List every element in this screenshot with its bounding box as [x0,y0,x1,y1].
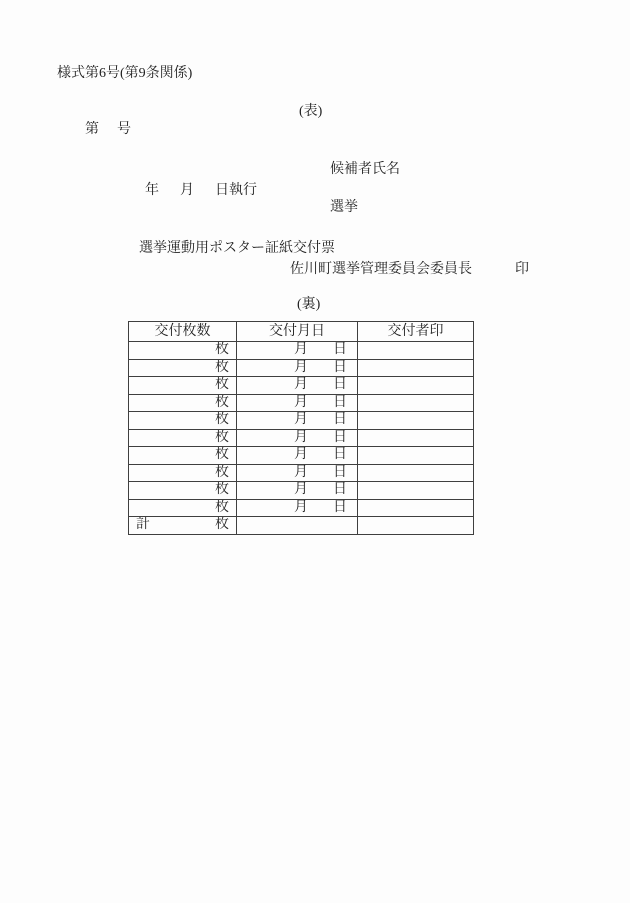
day-label: 日 [333,447,347,462]
sheets-cell: 枚 [129,394,237,412]
date-cell [237,429,358,447]
table-row [129,412,474,430]
commission-chairman-label: 佐川町選挙管理委員会委員長 [290,262,472,277]
day-label: 日 [333,377,347,392]
sheets-cell: 枚 [129,464,237,482]
date-cell [237,359,358,377]
sheets-cell: 枚 [129,499,237,517]
date-cell [237,517,358,535]
month-label: 月 [294,429,308,445]
seal-cell [358,377,474,395]
seal-cell [358,517,474,535]
table-row [129,482,474,500]
date-cell [237,482,358,500]
day-label: 日 [333,499,347,515]
month-label: 月 [294,464,308,480]
document-title: 選挙運動用ポスター証紙交付票 [139,241,335,256]
month-label: 月 [294,482,308,497]
month-label: 月 [294,447,308,462]
back-side-label: (裏) [297,297,321,312]
table-row [129,464,474,482]
table-total-row [129,517,474,535]
sheets-cell: 枚 [129,412,237,430]
candidate-name-label: 候補者氏名 [330,162,400,177]
date-cell [237,447,358,465]
day-label: 日 [333,394,347,410]
header-issuer-seal: 交付者印 [358,322,474,342]
day-label: 日 [333,359,347,375]
seal-cell [358,394,474,412]
seal-cell [358,499,474,517]
date-cell [237,394,358,412]
day-label: 日 [333,464,347,480]
table-row [129,499,474,517]
table-row [129,394,474,412]
seal-placeholder: 印 [515,262,529,277]
issue-number-prefix: 第 [85,122,99,137]
date-cell [237,499,358,517]
seal-cell [358,412,474,430]
date-cell [237,412,358,430]
sheets-cell: 枚 [129,482,237,500]
form-number: 様式第6号(第9条関係) [57,66,193,81]
month-label: 月 [294,394,308,410]
execution-month-label: 月 [180,183,194,198]
date-cell [237,377,358,395]
table-row [129,447,474,465]
seal-cell [358,447,474,465]
table-row [129,342,474,360]
execution-day-label: 日執行 [215,183,257,198]
day-label: 日 [333,342,347,357]
table-header-row [129,322,474,342]
seal-cell [358,359,474,377]
date-cell [237,342,358,360]
month-label: 月 [294,377,308,392]
total-sheets-label: 枚 [215,517,229,532]
table-row [129,429,474,447]
execution-year-label: 年 [145,183,159,198]
header-issued-sheets: 交付枚数 [129,322,237,342]
total-label: 計 [136,517,150,532]
seal-cell [358,429,474,447]
table-row [129,359,474,377]
issue-table [128,321,474,535]
sheets-cell: 枚 [129,342,237,360]
header-issue-date: 交付月日 [237,322,358,342]
sheets-cell: 枚 [129,447,237,465]
day-label: 日 [333,429,347,445]
table-row [129,377,474,395]
day-label: 日 [333,482,347,497]
date-cell [237,464,358,482]
issue-number-suffix: 号 [117,122,131,137]
seal-cell [358,342,474,360]
sheets-cell: 枚 [129,359,237,377]
front-side-label: (表) [299,104,323,119]
election-label: 選挙 [330,200,358,215]
seal-cell [358,482,474,500]
month-label: 月 [294,499,308,515]
sheets-cell: 枚 [129,429,237,447]
day-label: 日 [333,412,347,427]
total-cell [129,517,237,535]
month-label: 月 [294,359,308,375]
month-label: 月 [294,412,308,427]
month-label: 月 [294,342,308,357]
seal-cell [358,464,474,482]
sheets-cell: 枚 [129,377,237,395]
